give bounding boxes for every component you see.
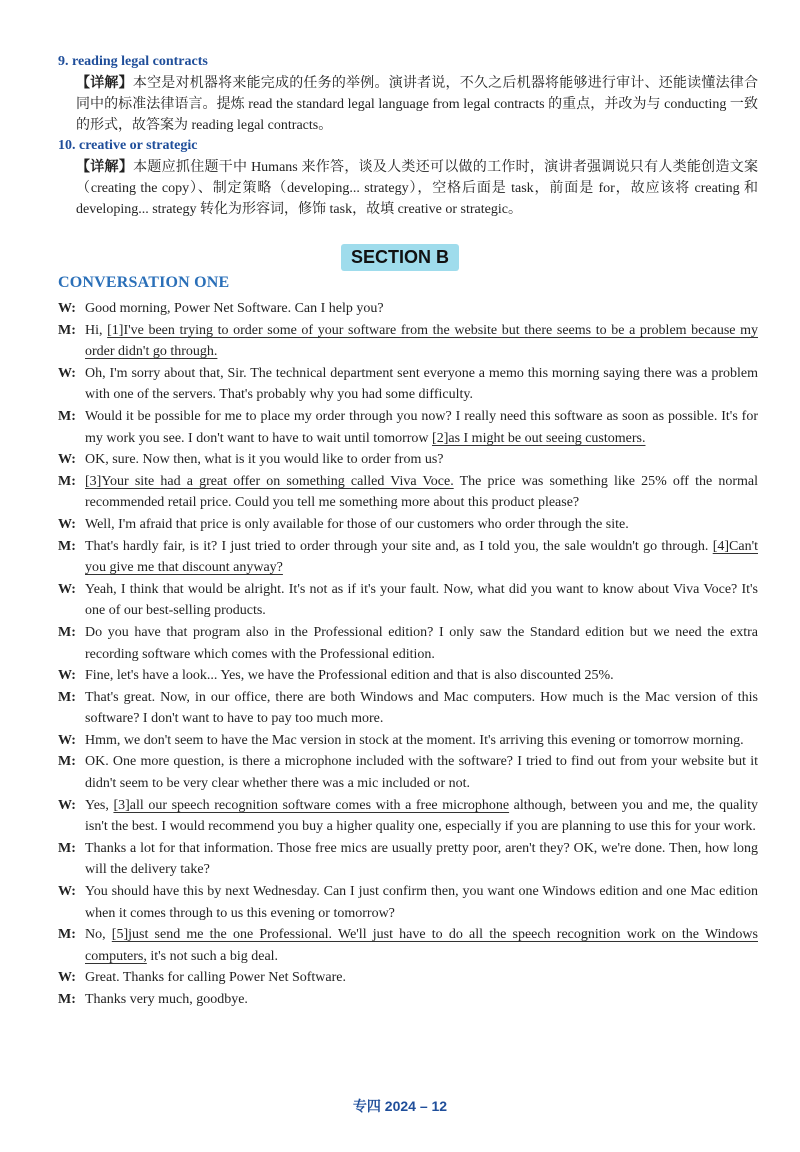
- dialogue-line: [58, 320, 758, 363]
- dialogue-text: [85, 536, 758, 579]
- answer-highlight: [1]I've been trying to order some of your software from the website but there seems to be a problem because my order didn't go through.: [85, 322, 758, 360]
- answer-highlight: [2]as I might be out seeing customers.: [432, 430, 646, 446]
- dialogue-text: [85, 687, 758, 730]
- dialogue-segment: Good morning, Power Net Software. Can I help you?: [85, 301, 384, 316]
- dialogue-line: [58, 665, 758, 687]
- dialogue-text: [85, 665, 758, 687]
- dialogue-segment: Hmm, we don't seem to have the Mac version in stock at the moment. It's arriving this evening or tomorrow morning.: [85, 732, 744, 748]
- speaker-label: M:: [58, 624, 76, 640]
- answer-explanations: [58, 52, 758, 222]
- dialogue-line: [58, 838, 758, 881]
- dialogue-text: [85, 363, 758, 406]
- speaker-label: M:: [58, 689, 76, 705]
- dialogue-segment: Yes,: [85, 797, 114, 813]
- dialogue-segment: You should have this by next Wednesday. Can I just confirm then, you want one Windows edition and one Mac edition when it comes through to us this evening or tomorrow?: [85, 884, 758, 921]
- dialogue-segment: That's great. Now, in our office, there are both Windows and Mac computers. How much is the Mac version of this software? I don't want to have to pay too much more.: [85, 689, 758, 727]
- dialogue-line: [58, 579, 758, 622]
- dialogue-text: [85, 320, 758, 363]
- dialogue-line: [58, 881, 758, 924]
- dialogue-text: [85, 795, 758, 838]
- answer-highlight: [5]just send me the one Professional. We'll just have to do all the speech recognition work on the Windows computers,: [85, 927, 758, 964]
- section-title: SECTION B: [341, 244, 459, 271]
- answer-highlight: [4]Can't you give me that discount anyway?: [85, 538, 758, 576]
- dialogue-line: [58, 967, 758, 989]
- dialogue-text: [85, 471, 758, 514]
- dialogue-segment: Oh, I'm sorry about that, Sir. The technical department sent everyone a memo this morning saying there was a problem with one of the servers. That's probably why you had some difficulty.: [85, 365, 758, 403]
- conversation-title: CONVERSATION ONE: [58, 274, 230, 291]
- dialogue-segment: Do you have that program also in the Professional edition? I only saw the Standard edition but we need the extra recording software which comes with the Professional edition.: [85, 624, 758, 662]
- dialogue-segment: Would it be possible for me to place my order through you now? I really need this software as soon as possible. It's for my work you see. I don't want to have to wait until tomorrow: [85, 408, 758, 446]
- dialogue-text: [85, 298, 758, 320]
- answer-9: [58, 54, 758, 136]
- dialogue-segment: OK, sure. Now then, what is it you would like to order from us?: [85, 452, 444, 468]
- conversation: [58, 274, 758, 1011]
- answer-highlight: [3]Your site had a great offer on something called Viva Voce.: [85, 473, 454, 489]
- dialogue-segment: Well, I'm afraid that price is only available for those of our customers who order through the site.: [85, 516, 629, 532]
- dialogue-segment: Thanks a lot for that information. Those free mics are usually pretty poor, aren't they? OK, we're done. Then, how long will the delivery take?: [85, 840, 758, 878]
- dialogue-text: [85, 579, 758, 622]
- dialogue-segment: Thanks very much, goodbye.: [85, 992, 248, 1007]
- answer-explanation: [76, 73, 758, 136]
- dialogue-line: [58, 687, 758, 730]
- dialogue-segment: Great. Thanks for calling Power Net Software.: [85, 970, 346, 986]
- dialogue-text: [85, 751, 758, 794]
- dialogue-text: [85, 924, 758, 967]
- dialogue-line: [58, 536, 758, 579]
- explanation-label: 【详解】: [76, 160, 134, 175]
- dialogue-line: [58, 989, 758, 1011]
- dialogue-segment: Fine, let's have a look... Yes, we have the Professional edition and that is also discounted 25%.: [85, 668, 614, 684]
- dialogue-segment: it's not such a big deal.: [146, 948, 279, 964]
- dialogue-segment: although, between you and me, the quality isn't the best. I would recommend you buy a higher quality one, especially if you are planning to use this for your work.: [85, 797, 758, 835]
- dialogue-line: [58, 751, 758, 794]
- dialogue-text: [85, 622, 758, 665]
- dialogue-segment: That's hardly fair, is it? I just tried to order through your site and, as I told you, the sale wouldn't go through.: [85, 538, 713, 554]
- answer-highlight: [3]all our speech recognition software comes with a free microphone: [113, 797, 510, 813]
- speaker-label: W:: [58, 516, 76, 532]
- speaker-label: M:: [58, 322, 76, 338]
- speaker-label: W:: [58, 797, 76, 813]
- speaker-label: M:: [58, 754, 76, 770]
- dialogue-line: [58, 406, 758, 449]
- dialogue-segment: OK. One more question, is there a microphone included with the software? I tried to find out from your website but it didn't seem to be very clear whether there was a mic included or not.: [85, 754, 758, 792]
- speaker-label: M:: [58, 927, 76, 943]
- dialogue-line: [58, 298, 758, 320]
- answer-heading: 10. creative or strategic: [58, 138, 198, 153]
- speaker-label: W:: [58, 301, 76, 316]
- dialogue-line: [58, 622, 758, 665]
- dialogue-text: [85, 449, 758, 471]
- dialogue-line: [58, 363, 758, 406]
- dialogue-line: [58, 924, 758, 967]
- speaker-label: W:: [58, 452, 76, 468]
- speaker-label: M:: [58, 840, 76, 856]
- dialogue-text: [85, 838, 758, 881]
- speaker-label: W:: [58, 365, 76, 381]
- dialogue-segment: Yeah, I think that would be alright. It's not as if it's your fault. Now, what did you want to know about Viva Voce? It's one of our best-selling products.: [85, 581, 758, 619]
- speaker-label: M:: [58, 408, 76, 424]
- page-footer: 专四 2024 – 12: [352, 1098, 448, 1114]
- conversation-lines: [58, 298, 758, 1011]
- speaker-label: W:: [58, 884, 76, 900]
- dialogue-segment: The price was something like 25% off the normal recommended retail price. Could you tell me something more about this product please?: [85, 473, 758, 511]
- speaker-label: M:: [58, 473, 76, 489]
- dialogue-text: [85, 989, 758, 1011]
- speaker-label: M:: [58, 992, 76, 1007]
- dialogue-line: [58, 795, 758, 838]
- speaker-label: W:: [58, 581, 76, 597]
- dialogue-text: [85, 881, 758, 924]
- answer-10: [58, 138, 758, 220]
- dialogue-text: [85, 730, 758, 752]
- speaker-label: M:: [58, 538, 76, 554]
- dialogue-line: [58, 471, 758, 514]
- dialogue-segment: Hi,: [85, 322, 108, 338]
- dialogue-text: [85, 514, 758, 536]
- dialogue-line: [58, 514, 758, 536]
- explanation-text: 本空是对机器将来能完成的任务的举例。演讲者说，不久之后机器将能够进行审计、还能读懂法律合同中的标准法律语言。提炼 read the standard legal language from legal contracts 的重点，并改为与 conducting 一致的形式，故答案为 reading legal contracts。: [76, 76, 759, 133]
- speaker-label: W:: [58, 732, 76, 748]
- explanation-label: 【详解】: [76, 76, 133, 91]
- dialogue-text: [85, 967, 758, 989]
- dialogue-line: [58, 730, 758, 752]
- answer-heading: 9. reading legal contracts: [58, 54, 208, 69]
- dialogue-text: [85, 406, 758, 449]
- dialogue-segment: No,: [85, 927, 112, 943]
- speaker-label: W:: [58, 970, 76, 986]
- answer-explanation: [76, 157, 758, 220]
- dialogue-line: [58, 449, 758, 471]
- explanation-text: 本题应抓住题干中 Humans 来作答，谈及人类还可以做的工作时，演讲者强调说只有人类能创造文案（creating the copy）、制定策略（developing... strategy），空格后面是 task，前面是 for，故应该将 creating 和 developing... strategy 转化为形容词，修饰 task，故填 creative or strategic。: [76, 160, 759, 217]
- speaker-label: W:: [58, 668, 76, 684]
- section-header: [0, 244, 800, 271]
